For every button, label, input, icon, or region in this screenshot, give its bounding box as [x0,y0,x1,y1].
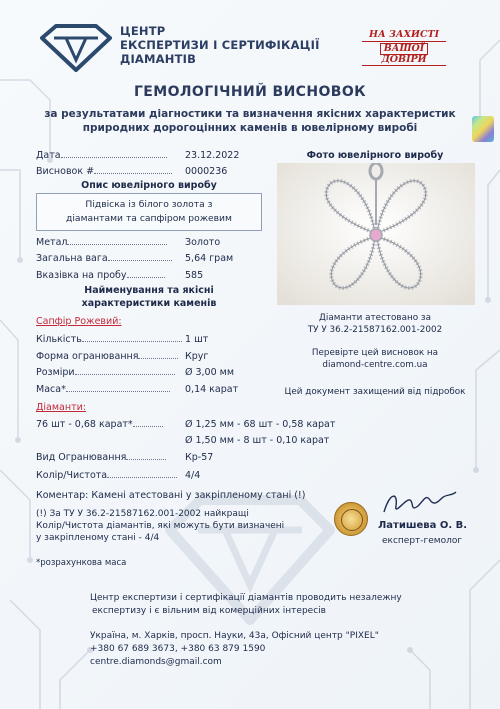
metal-label: Метал [36,237,68,248]
diamonds-cut-row [36,452,166,463]
date-value: 23.12.2022 [185,150,240,161]
footer-contacts [90,630,410,669]
sapphire-size-value: Ø 3,00 мм [185,367,235,378]
stones-heading [36,284,262,310]
diamonds-cut-label: Вид Огранювання [36,452,127,463]
diamonds-total-row [36,419,163,430]
sapphire-size-label: Розміри [36,367,75,378]
expert-name: Латишева О. В. [378,520,468,531]
diamond-logo-icon [36,24,116,74]
org-line-2: ЕКСПЕРТИЗИ І СЕРТИФІКАЦІЇ [120,38,320,52]
sapphire-count-value: 1 шт [185,334,209,345]
subtitle-line-1: за результатами діагностики та визначення якісних характеристик [44,108,456,120]
conclusion-label: Висновок # [36,166,95,177]
weight-label-row [36,253,172,264]
attest-block [270,312,480,336]
butterfly-pendant-icon [277,163,475,305]
conclusion-label-row [36,166,172,177]
diamonds-group-1: Ø 1,25 мм - 68 шт - 0,58 карат [185,419,336,430]
expert-role: експерт-гемолог [382,536,463,546]
stamp-line-2: ВАШОЇ [380,43,429,55]
protect-text: Цей документ захищений від підробок [284,387,466,397]
org-line-3: ДІАМАНТІВ [120,52,197,66]
subtitle-line-2: природних дорогоцінних каменів в ювелірному виробі [82,122,418,134]
sapphire-cut-row [36,351,178,362]
diamonds-color-value: 4/4 [185,470,201,481]
stones-heading-2: характеристики каменів [81,298,217,309]
probe-label: Вказівка на пробу [36,270,127,281]
sapphire-count-row [36,334,182,345]
footer-disclaimer [90,592,410,618]
description-box [36,193,262,231]
probe-label-row [36,270,165,281]
diamonds-color-label: Колір/Чистота [36,470,108,481]
sapphire-mass-row [36,384,170,395]
diamonds-group-2: Ø 1,50 мм - 8 шт - 0,10 карат [185,435,330,446]
description-line-2: діамантами та сапфіром рожевим [66,213,232,224]
sapphire-size-row [36,367,175,378]
stamp-line-3: ДОВІРИ [362,55,446,66]
verify-block [270,347,480,371]
comment-text: Коментар: Камені атестовані у закріпленому стані (!) [36,490,306,501]
metal-value: Золото [185,237,221,248]
date-label-row [36,150,167,161]
metal-label-row [36,237,167,248]
stones-heading-1: Найменування та якісні [84,285,214,296]
calc-note: *розрахункова маса [36,558,127,568]
probe-value: 585 [185,270,204,281]
note-line-3: у закріпленому стані - 4/4 [36,533,160,543]
description-line-1: Підвіска із білого золота з [85,199,213,210]
org-name [120,24,320,66]
diamonds-color-row [36,470,177,481]
document-subtitle [30,107,470,135]
attest-line-2: ТУ У 36.2-21587162.001-2002 [307,325,443,335]
footer-line-2: експертизу і є вільним від комерційних інтересів [92,606,326,616]
footer-line-1: Центр експертизи і сертифікації діамантів проводить незалежну [90,593,402,603]
sapphire-heading: Сапфір Рожевий: [36,316,122,327]
hologram-icon [472,116,494,142]
weight-label: Загальна вага [36,253,108,264]
jewelry-photo [277,163,475,305]
trust-stamp [362,30,446,66]
document-title: ГЕМОЛОГІЧНИЙ ВИСНОВОК [133,84,366,100]
conclusion-value: 0000236 [185,166,228,177]
sapphire-mass-label: Маса* [36,384,66,395]
description-heading: Опис ювелірного виробу [81,180,217,191]
diamonds-heading: Діаманти: [36,402,86,413]
photo-title: Фото ювелірного виробу [306,150,444,161]
stamp-line-1: НА ЗАХИСТІ [362,30,446,42]
sapphire-cut-label: Форма огранювання [36,351,139,362]
date-label: Дата [36,150,61,161]
org-line-1: ЦЕНТР [120,24,166,38]
footer-address: Україна, м. Харків, просп. Науки, 43а, Офісний центр "PIXEL" [90,631,379,641]
attest-line-1: Діаманти атестовано за [319,313,431,323]
diamonds-total-label: 76 шт - 0,68 карат* [36,419,133,430]
sapphire-count-label: Кількість [36,334,82,345]
footer-phones: +380 67 689 3673, +380 63 879 1590 [90,644,266,654]
footer-email[interactable]: centre.diamonds@gmail.com [90,657,222,667]
verify-line-1: Перевірте цей висновок на [311,348,439,358]
sapphire-cut-value: Круг [185,351,209,362]
note-line-2: Колір/Чистота діамантів, які можуть бути визначені [36,521,285,531]
weight-value: 5,64 грам [185,253,234,264]
verify-link[interactable]: diamond-centre.com.ua [322,360,428,370]
signature-icon [380,488,460,518]
sapphire-mass-value: 0,14 карат [185,384,239,395]
diamonds-cut-value: Кр-57 [185,452,214,463]
note-line-1: (!) За ТУ У 36.2-21587162.001-2002 найкращі [36,509,249,519]
